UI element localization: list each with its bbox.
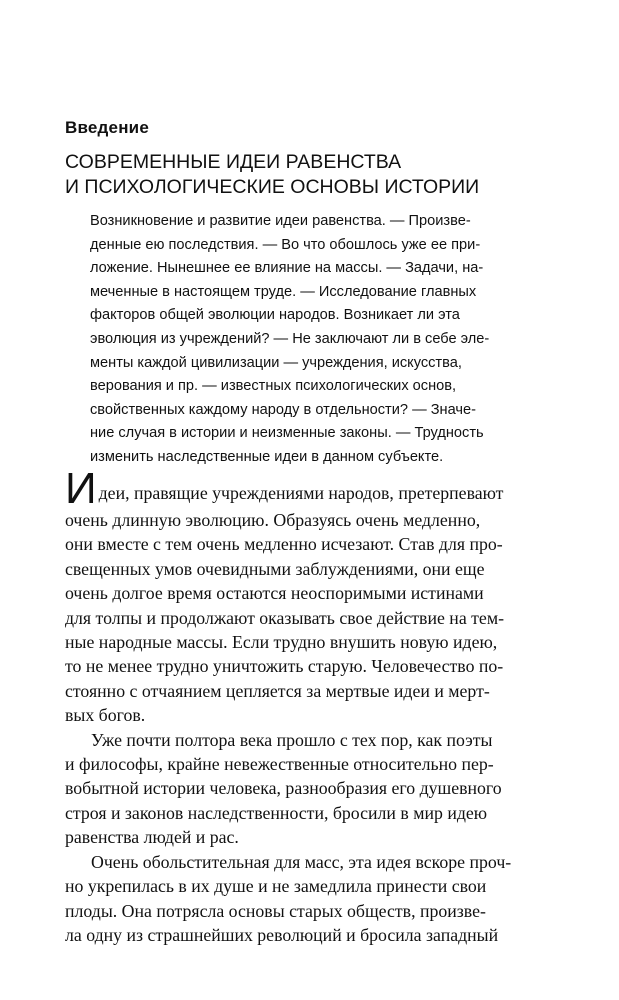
paragraph-line xyxy=(65,464,535,513)
paragraph-line: Очень обольстительная для масс, эта идея вскоре проч- xyxy=(91,851,512,872)
summary-line: денные ею последствия. — Во что обошлось уже ее при- xyxy=(90,236,481,253)
summary-line: факторов общей эволюции народов. Возникает ли эта xyxy=(90,307,460,324)
body-text xyxy=(65,464,535,947)
paragraph-line: очень длинную эволюцию. Образуясь очень медленно, xyxy=(65,510,481,530)
summary-line: свойственных каждому народу в отдельности? — Значе- xyxy=(90,401,476,418)
paragraph-line: они вместе с тем очень медленно исчезают. Став для про- xyxy=(65,534,503,555)
paragraph-line: ла одну из страшнейших революций и бросила западный xyxy=(65,924,499,945)
summary-line: Возникновение и развитие идеи равенства. — Произве- xyxy=(90,213,471,229)
summary-line: меченные в настоящем труде. — Исследование главных xyxy=(90,283,477,300)
paragraph-line: но укрепилась в их душе и не замедлила принести свои xyxy=(65,876,487,897)
paragraph-line: Уже почти полтора века прошло с тех пор, как поэты xyxy=(91,729,493,750)
paragraph-line: то не менее трудно уничтожить старую. Человечество по- xyxy=(65,656,504,677)
paragraph-line: вых богов. xyxy=(65,705,146,726)
summary-line: ложение. Нынешнее ее влияние на массы. — Задачи, на- xyxy=(90,260,484,277)
paragraph-3 xyxy=(65,850,535,948)
chapter-summary xyxy=(90,210,530,470)
paragraph-line: ные народные массы. Если трудно внушить новую идею, xyxy=(65,632,498,653)
chapter-title xyxy=(65,150,545,200)
paragraph-line: стоянно с отчаянием цепляется за мертвые идеи и мерт- xyxy=(65,680,490,701)
paragraph-line: свещенных умов очевидными заблуждениями, они еще xyxy=(65,558,485,579)
paragraph-1 xyxy=(65,464,535,728)
summary-line: менты каждой цивилизации — учреждения, искусства, xyxy=(90,354,462,371)
paragraph-line: плоды. Она потрясла основы старых обществ, произве- xyxy=(65,900,486,921)
paragraph-line: и философы, крайне невежественные относительно пер- xyxy=(65,754,494,775)
section-label: Введение xyxy=(65,118,149,137)
summary-line: эволюция из учреждений? — Не заключают ли в себе эле- xyxy=(90,330,490,347)
paragraph-line: вобытной истории человека, разнообразия его душевного xyxy=(65,778,502,799)
paragraph-line: строя и законов наследственности, бросили в мир идею xyxy=(65,802,488,823)
paragraph-line: очень долгое время остаются неоспоримыми истинами xyxy=(65,583,484,604)
summary-line: изменить наследственные идеи в данном субъекте. xyxy=(90,448,444,465)
summary-line: ние случая в истории и неизменные законы. — Трудность xyxy=(90,425,484,442)
drop-cap: И xyxy=(65,464,97,513)
paragraph-2 xyxy=(65,728,535,850)
paragraph-line-text: деи, правящие учреждениями народов, претерпевают xyxy=(98,483,504,503)
paragraph-line: равенства людей и рас. xyxy=(65,827,239,848)
summary-line: верования и пр. — известных психологических основ, xyxy=(90,378,457,395)
paragraph-line: для толпы и продолжают оказывать свое действие на тем- xyxy=(65,607,504,628)
chapter-title-line: И ПСИХОЛОГИЧЕСКИЕ ОСНОВЫ ИСТОРИИ xyxy=(65,176,480,198)
chapter-title-line: СОВРЕМЕННЫЕ ИДЕИ РАВЕНСТВА xyxy=(65,151,402,173)
